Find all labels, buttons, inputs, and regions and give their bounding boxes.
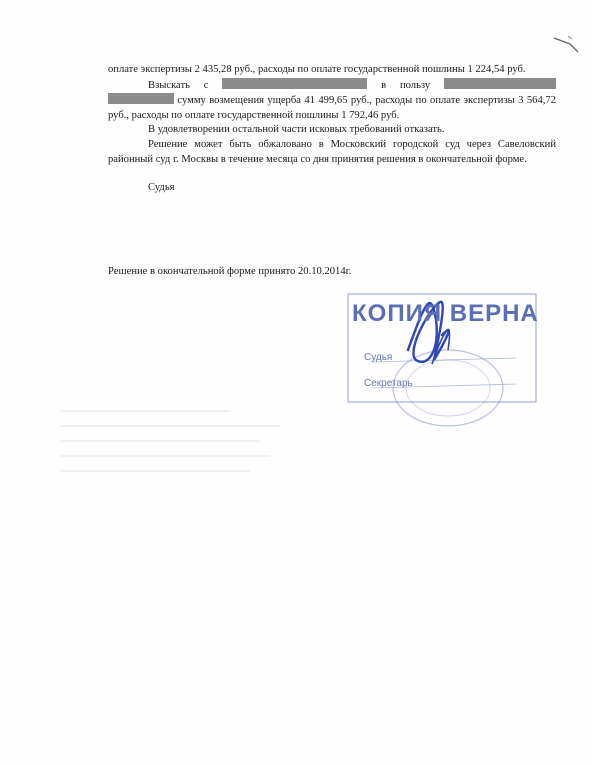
showthrough-line xyxy=(60,440,260,442)
showthrough-line xyxy=(60,455,270,457)
recover-text: сумму возмещения ущерба 41 499,65 руб., расходы по оплате экспертизы 3 564,72 руб., расходы по оплате государственной пошлины 1 792,46 руб. xyxy=(108,95,556,121)
paragraph-refusal: В удовлетворении остальной части исковых требований отказать. xyxy=(148,124,445,136)
stamp-title: КОПИЯ ВЕРНА xyxy=(352,300,539,327)
stamp-judge-label: Судья xyxy=(364,352,393,363)
document-body xyxy=(108,63,556,196)
showthrough-line xyxy=(60,410,230,412)
paragraph-recover xyxy=(108,78,556,124)
stamp-secretary-label: Секретарь xyxy=(364,378,413,389)
final-decision-line: Решение в окончательной форме принято 20.10.2014г. xyxy=(108,266,352,277)
in-favor-label: в пользу xyxy=(381,79,431,91)
redacted-defendant xyxy=(222,78,367,89)
redacted-plaintiff xyxy=(444,78,556,89)
redacted-plaintiff-cont xyxy=(108,93,174,104)
judge-label: Судья xyxy=(148,182,175,194)
corner-scan-mark xyxy=(548,32,584,54)
showthrough-line xyxy=(60,425,280,427)
paragraph-costs: оплате экспертизы 2 435,28 руб., расходы по оплате государственной пошлины 1 224,54 руб. xyxy=(108,64,526,75)
paragraph-appeal: Решение может быть обжаловано в Московский городской суд через Савеловский районный суд г. Москвы в течение месяца со дня принятия решения в окончательной форме. xyxy=(108,138,556,165)
recover-label: Взыскать с xyxy=(148,79,209,91)
showthrough-line xyxy=(60,470,250,472)
